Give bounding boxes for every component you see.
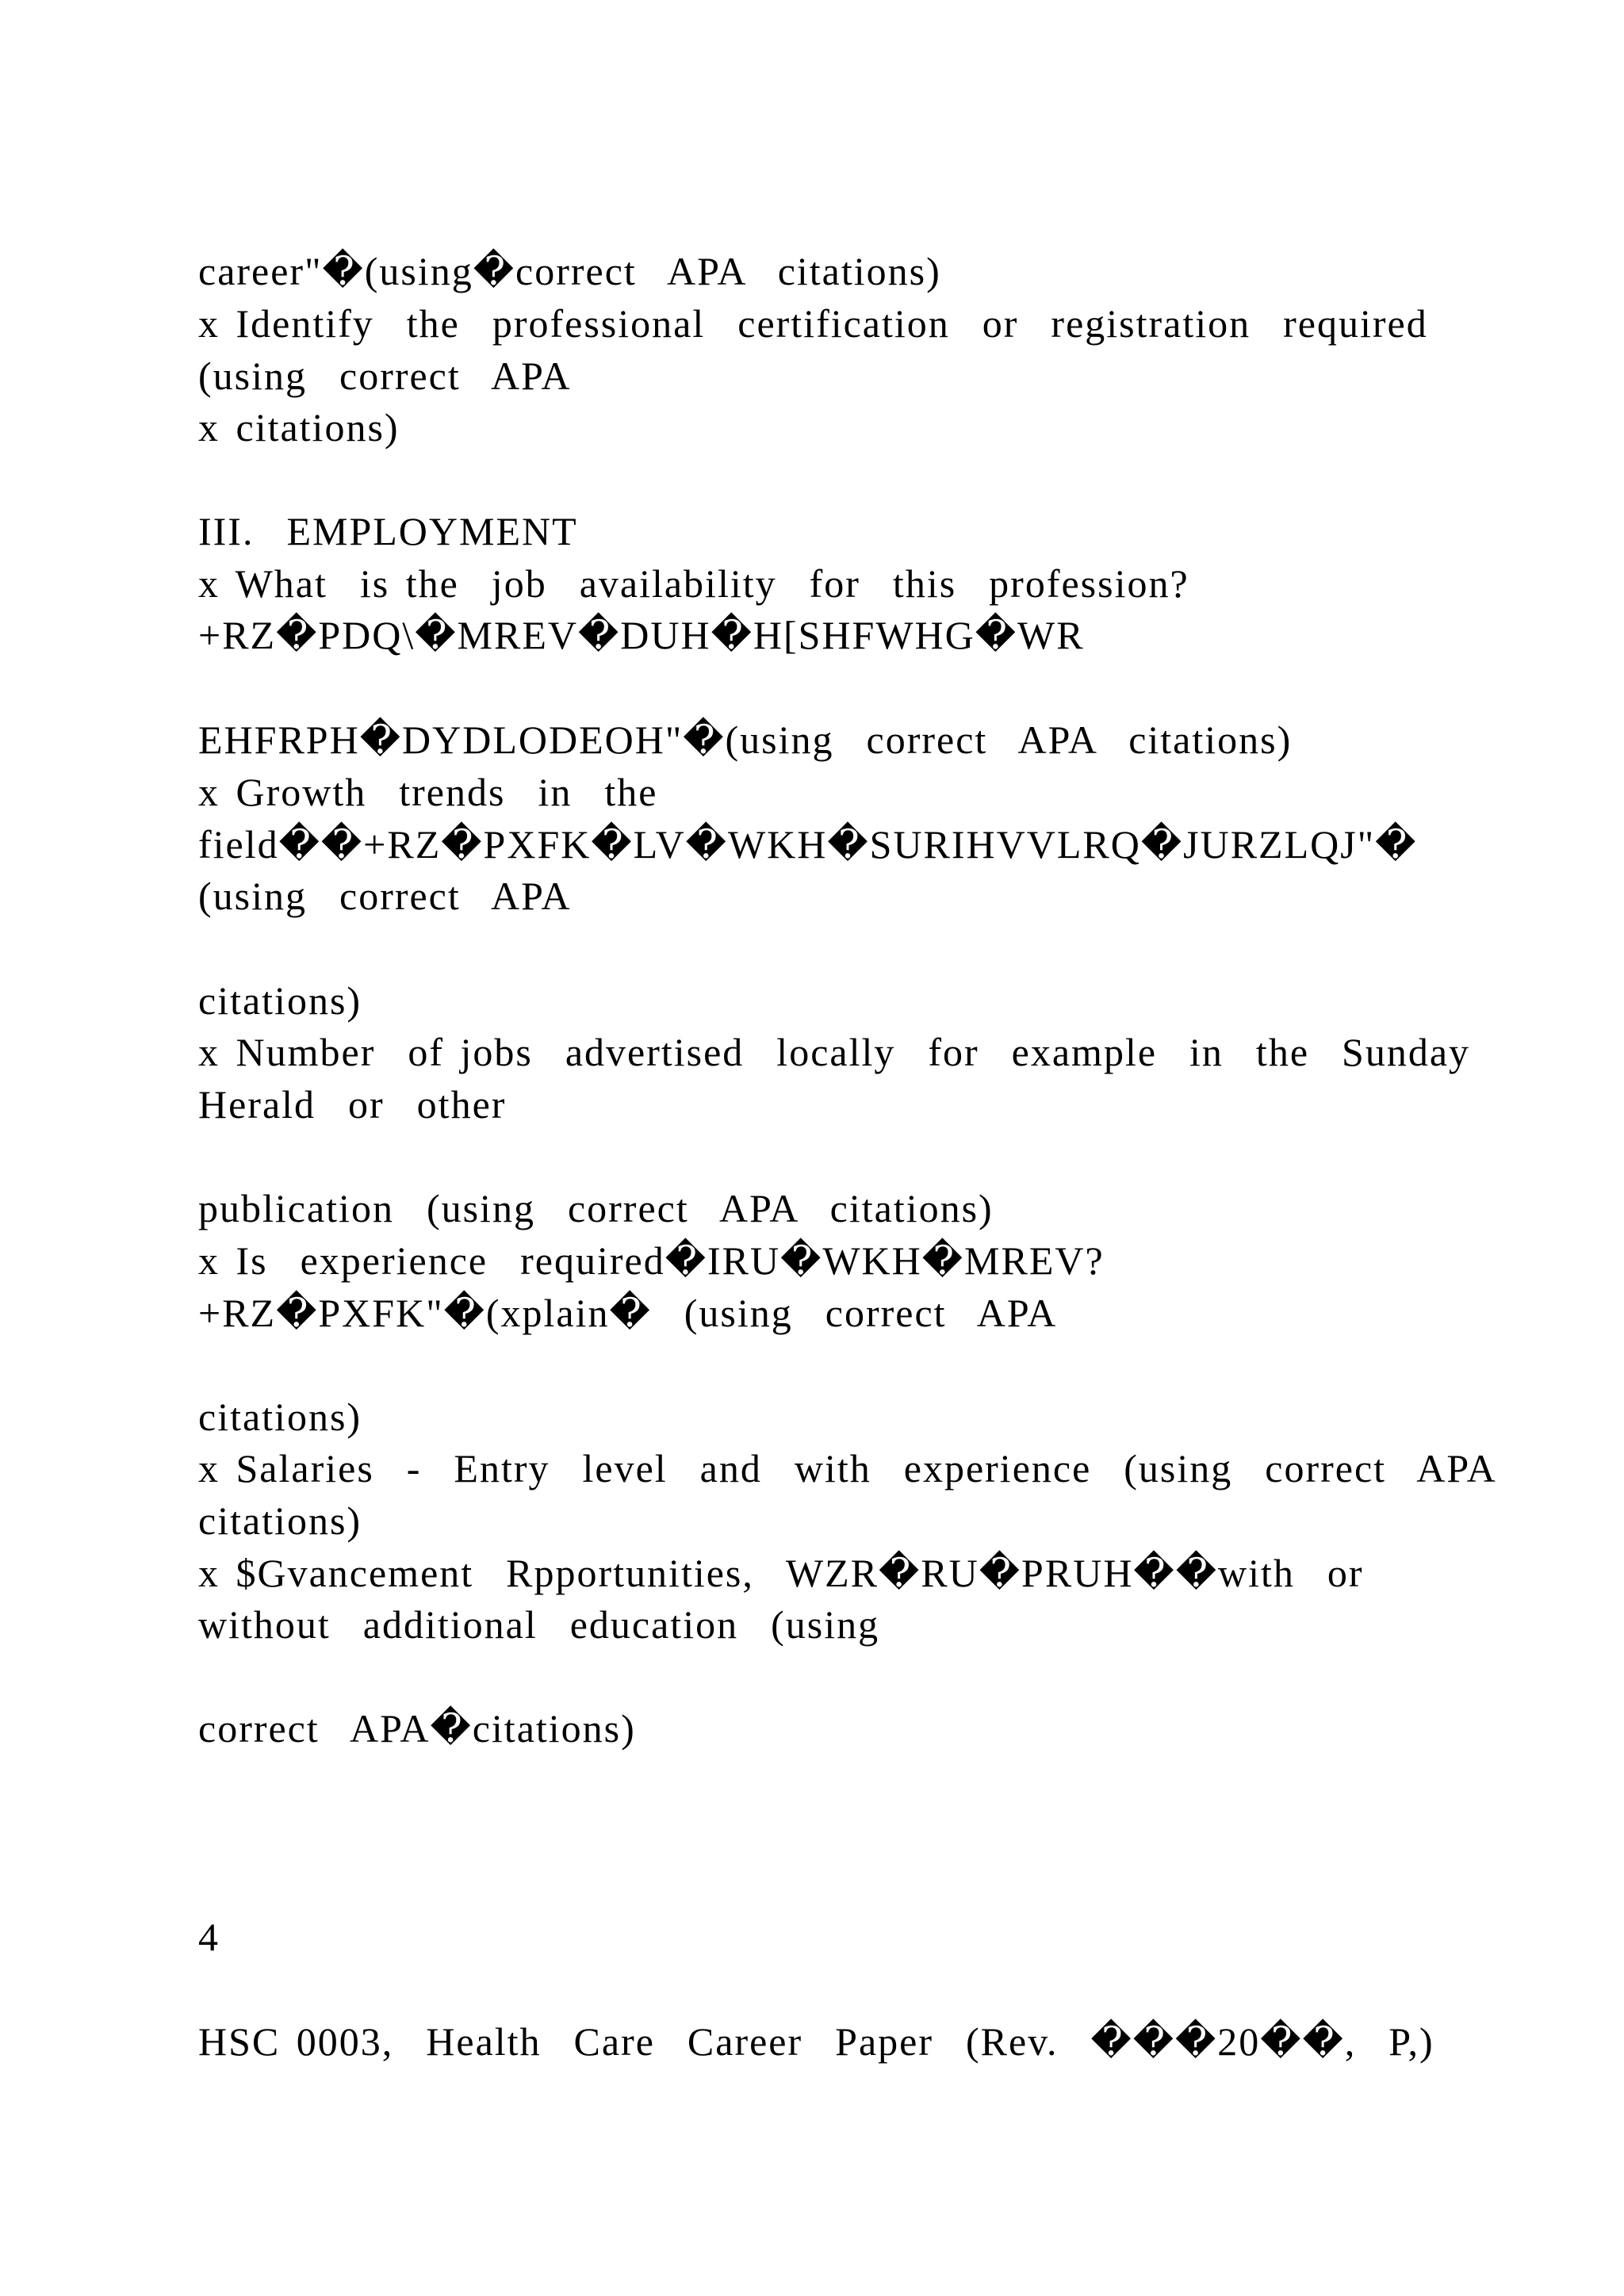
page-number: 4 <box>198 1915 220 1959</box>
text-line: x Identify the professional certification or registration required <box>198 301 1428 346</box>
text-line: EHFRPH�DYDLODEOH"�(using correct APA citations) <box>198 718 1293 762</box>
text-line: correct APA�citations) <box>198 1706 636 1751</box>
text-line: citations) <box>198 1395 362 1439</box>
text-line: without additional education (using <box>198 1602 880 1647</box>
text-line: (using correct APA <box>198 874 572 918</box>
text-line: citations) <box>198 978 362 1023</box>
page-footer: HSC 0003, Health Care Career Paper (Rev. ���20��, P,) <box>198 2019 1434 2064</box>
text-line: x citations) <box>198 405 400 450</box>
text-line: x Growth trends in the <box>198 770 658 814</box>
text-line: field��+RZ�PXFK�LV�WKH�SURIHVVLRQ�JURZLQJ"� <box>198 822 1418 867</box>
text-line: x What is the job availability for this profession? <box>198 561 1189 606</box>
section-heading: III. EMPLOYMENT <box>198 509 578 553</box>
text-line: x $Gvancement Rpportunities, WZR�RU�PRUH��with or <box>198 1551 1364 1595</box>
text-line: (using correct APA <box>198 354 572 398</box>
text-line: +RZ�PDQ\�MREV�DUH�H[SHFWHG�WR <box>198 613 1085 657</box>
text-line: citations) <box>198 1498 362 1543</box>
text-line: publication (using correct APA citations) <box>198 1186 994 1230</box>
text-line: career"�(using�correct APA citations) <box>198 249 941 293</box>
text-line: Herald or other <box>198 1082 507 1127</box>
text-line: x Number of jobs advertised locally for example in the Sunday <box>198 1030 1471 1074</box>
text-line: x Salaries - Entry level and with experience (using correct APA <box>198 1446 1497 1490</box>
text-line: x Is experience required�IRU�WKH�MREV? <box>198 1238 1105 1283</box>
text-line: +RZ�PXFK"�(xplain� (using correct APA <box>198 1291 1058 1335</box>
